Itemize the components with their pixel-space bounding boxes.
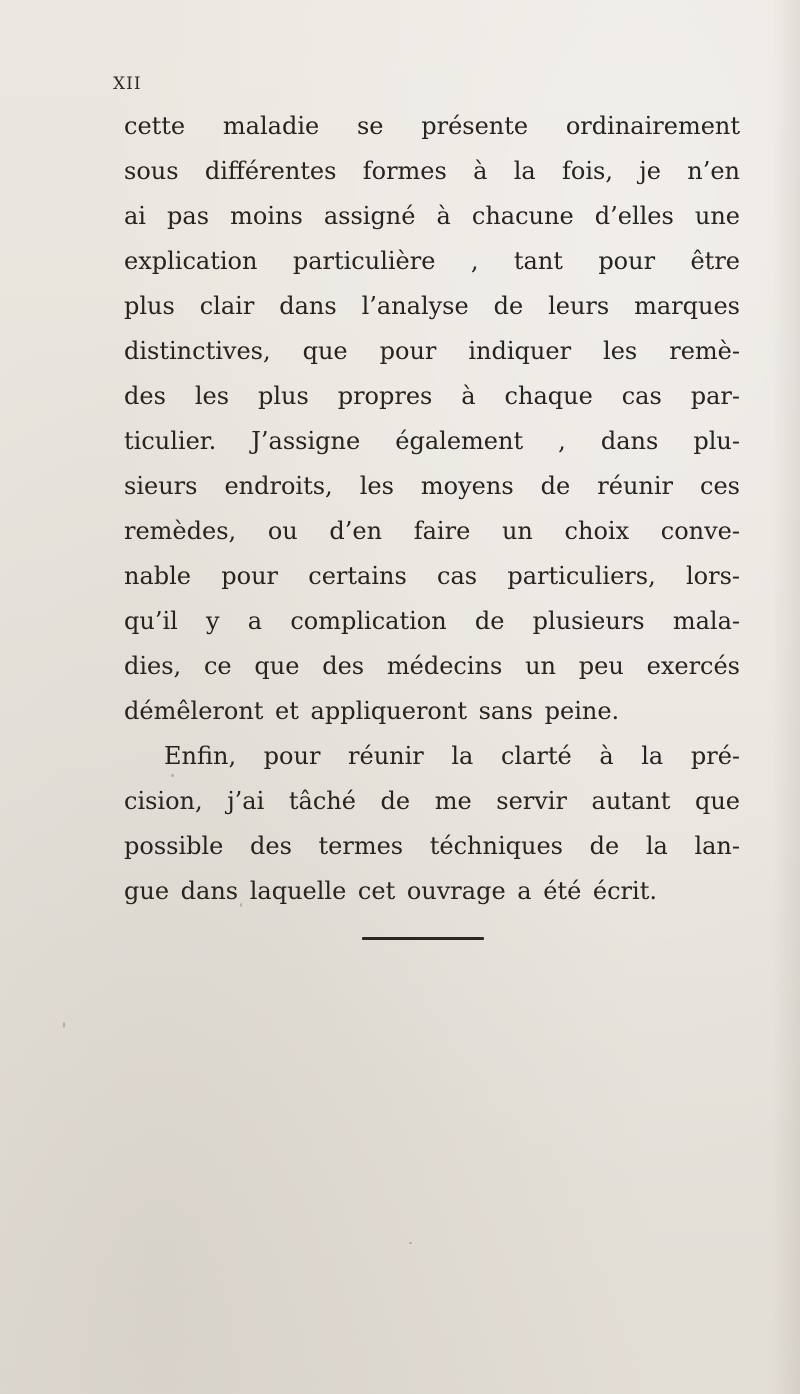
body-text [124, 104, 740, 914]
text-line: dies, ce que des médecins un peu exercés [124, 652, 740, 680]
text-line: plus clair dans l’analyse de leurs marques [124, 292, 740, 320]
text-line: Enfin, pour réunir la clarté à la pré- [164, 742, 740, 770]
paper-speck [171, 774, 174, 777]
text-line: remèdes, ou d’en faire un choix conve- [124, 517, 740, 545]
text-line: ticulier. J’assigne également , dans plu- [124, 427, 740, 455]
section-end-rule [362, 937, 484, 940]
text-line: démêleront et appliqueront sans peine. [124, 697, 620, 725]
text-line: qu’il y a complication de plusieurs mala- [124, 607, 740, 635]
paper-speck [240, 903, 242, 907]
page-edge-shadow [772, 0, 800, 1394]
paper-speck [409, 1242, 412, 1244]
text-line: sieurs endroits, les moyens de réunir ces [124, 472, 740, 500]
text-line: des les plus propres à chaque cas par- [124, 382, 740, 410]
text-line: explication particulière , tant pour être [124, 247, 740, 275]
paper-speck [63, 1022, 65, 1028]
text-line: sous différentes formes à la fois, je n’en [124, 157, 740, 185]
text-line: distinctives, que pour indiquer les remè- [124, 337, 740, 365]
paragraph-2 [124, 734, 740, 914]
text-line: cette maladie se présente ordinairement [124, 112, 740, 140]
text-line: cision, j’ai tâché de me servir autant que [124, 787, 740, 815]
text-line: nable pour certains cas particuliers, lors- [124, 562, 740, 590]
paragraph-1 [124, 104, 740, 734]
text-line: possible des termes téchniques de la lan- [124, 832, 740, 860]
text-line: ai pas moins assigné à chacune d’elles une [124, 202, 740, 230]
page-number: XII [113, 74, 142, 94]
text-line: gue dans laquelle cet ouvrage a été écrit. [124, 877, 657, 905]
